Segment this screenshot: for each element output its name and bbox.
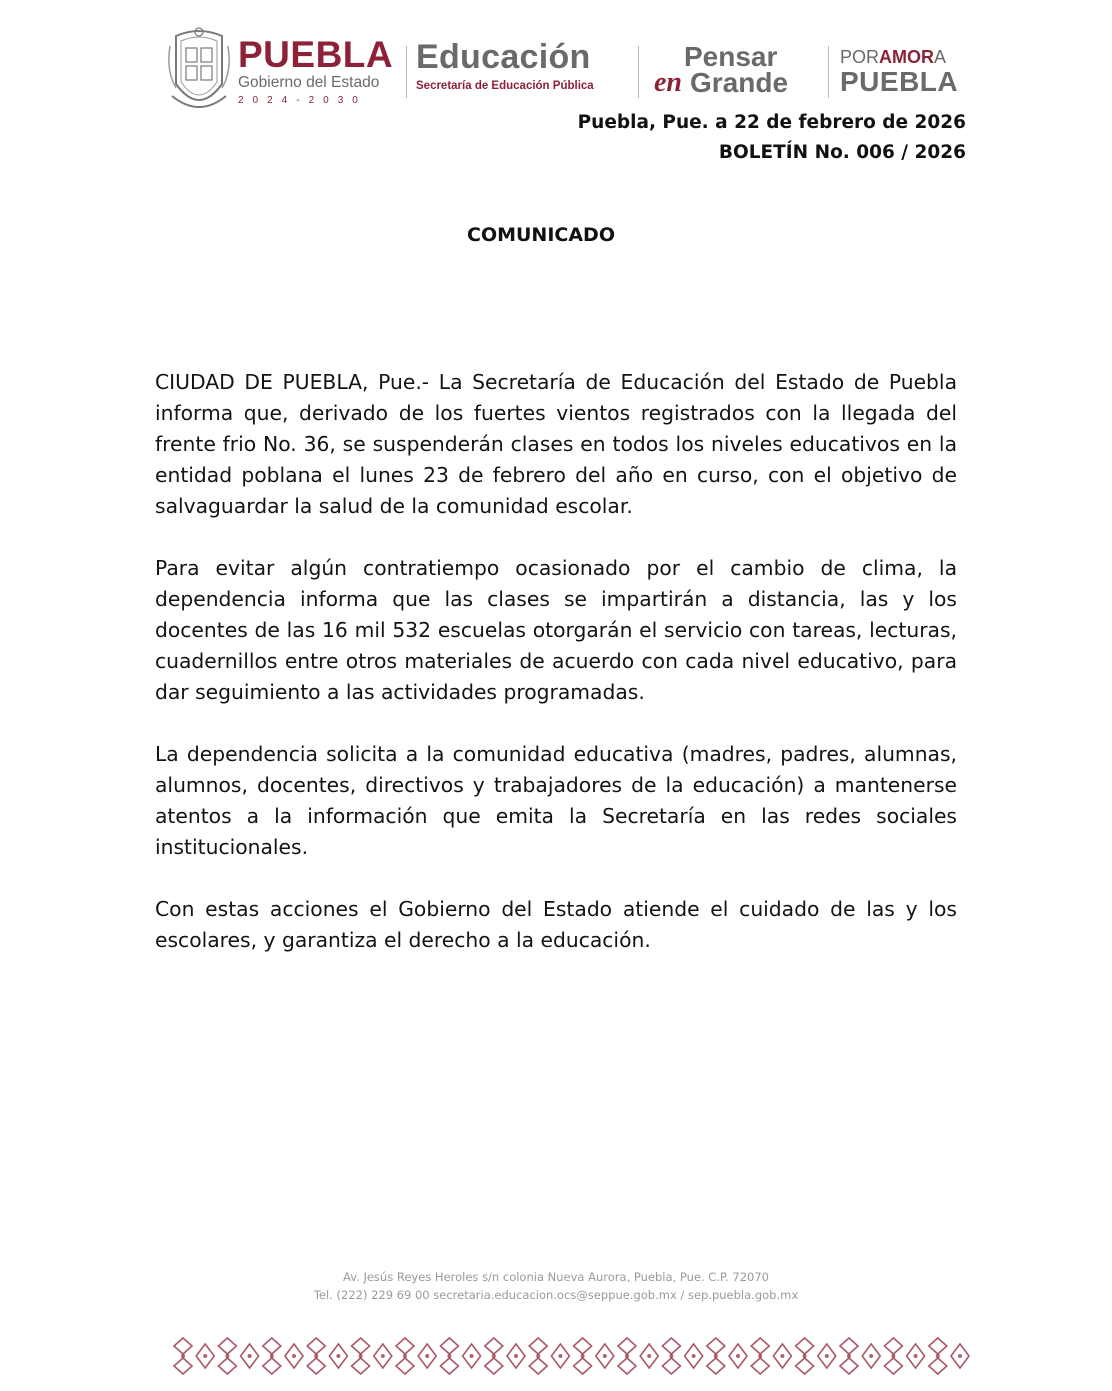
- pattern-motif: [685, 1344, 703, 1368]
- pattern-motif: [352, 1338, 370, 1374]
- amor-logo-puebla: PUEBLA: [840, 66, 959, 97]
- pattern-motif: [862, 1344, 880, 1368]
- pattern-motif: [485, 1338, 503, 1374]
- pattern-motif: [818, 1344, 836, 1368]
- body-paragraph: Con estas acciones el Gobierno del Estado atiende el cuidado de las y los escolares, y garantiza el derecho a la educación.: [155, 897, 957, 952]
- pattern-motif: [796, 1338, 814, 1374]
- pattern-motif: [440, 1338, 458, 1374]
- pensar-logo-en: en: [654, 67, 682, 98]
- pattern-motif: [241, 1344, 259, 1368]
- amor-logo-por: POR: [840, 47, 880, 67]
- pattern-motif: [285, 1344, 303, 1368]
- puebla-logo-years: 2024-2030: [238, 95, 367, 106]
- logo-divider: [828, 46, 829, 98]
- pattern-motif: [773, 1344, 791, 1368]
- body-paragraph: CIUDAD DE PUEBLA, Pue.- La Secretaría de Educación del Estado de Puebla informa que, derivado de los fuertes vientos registrados con la llegada del frente frio No. 36, se suspenderán clases en todos los niveles educativos en la entidad poblana el lunes 23 de febrero del año en curso, con el objetivo de salvaguardar la salud de la comunidad escolar.: [155, 370, 957, 518]
- pattern-motif: [729, 1344, 747, 1368]
- footer-address: Av. Jesús Reyes Heroles s/n colonia Nueva Aurora, Puebla, Pue. C.P. 72070: [343, 1270, 769, 1284]
- pattern-motif: [263, 1338, 281, 1374]
- pattern-motif: [463, 1344, 481, 1368]
- place-date: Puebla, Pue. a 22 de febrero de 2026: [577, 112, 966, 133]
- pattern-motif: [196, 1344, 214, 1368]
- pattern-motif: [662, 1338, 680, 1374]
- pattern-motif: [751, 1338, 769, 1374]
- pattern-motif: [884, 1338, 902, 1374]
- pattern-motif: [507, 1344, 525, 1368]
- document-meta: [578, 108, 966, 168]
- pattern-motif: [951, 1344, 969, 1368]
- por-amor-a-puebla-logo: [840, 46, 980, 96]
- bulletin-number: BOLETÍN No. 006 / 2026: [718, 142, 966, 163]
- amor-logo-top: [840, 46, 980, 68]
- amor-logo-a: A: [934, 47, 947, 67]
- logo-divider: [638, 46, 639, 98]
- body-paragraph: La dependencia solicita a la comunidad educativa (madres, padres, alumnas, alumnos, docentes, directivos y trabajadores de la educación) a mantenerse atentos a la información que emita la Secretaría en las redes sociales institucionales.: [155, 742, 957, 859]
- pensar-logo-bottom: Grande: [690, 67, 789, 98]
- pattern-motif: [396, 1338, 414, 1374]
- pattern-motif: [640, 1344, 658, 1368]
- document-body: [155, 367, 957, 987]
- pattern-motif: [596, 1344, 614, 1368]
- education-logo: [416, 38, 626, 92]
- decorative-pattern-icon: [172, 1336, 972, 1376]
- education-logo-title: Educación: [416, 38, 591, 76]
- document-title: COMUNICADO: [467, 224, 615, 246]
- pattern-motif: [329, 1344, 347, 1368]
- pattern-motif: [929, 1338, 947, 1374]
- footer-contact: [0, 1268, 1112, 1304]
- pattern-motif: [574, 1338, 592, 1374]
- coat-of-arms-icon: [168, 26, 230, 120]
- puebla-logo-subtitle: Gobierno del Estado: [238, 74, 380, 91]
- pattern-motif: [174, 1338, 192, 1374]
- footer-phone-email: Tel. (222) 229 69 00 secretaria.educacion.ocs@seppue.gob.mx / sep.puebla.gob.mx: [313, 1288, 799, 1302]
- puebla-government-logo: [238, 34, 398, 106]
- pattern-motif: [529, 1338, 547, 1374]
- pensar-logo-top: Pensar: [684, 41, 778, 72]
- body-paragraph: Para evitar algún contratiempo ocasionado por el cambio de clima, la dependencia informa que las clases se impartirán a distancia, las y los docentes de las 16 mil 532 escuelas otorgarán el servicio con tareas, lecturas, cuadernillos entre otros materiales de acuerdo con cada nivel educativo, para dar seguimiento a las actividades programadas.: [155, 556, 957, 704]
- pensar-en-grande-logo: [654, 42, 814, 102]
- pattern-motif: [840, 1338, 858, 1374]
- logo-divider: [406, 46, 407, 98]
- pattern-motif: [551, 1344, 569, 1368]
- pattern-motif: [218, 1338, 236, 1374]
- pattern-motif: [418, 1344, 436, 1368]
- pattern-motif: [307, 1338, 325, 1374]
- pattern-motif: [374, 1344, 392, 1368]
- amor-logo-amor: AMOR: [879, 47, 935, 67]
- education-logo-subtitle: Secretaría de Educación Pública: [416, 80, 594, 92]
- puebla-logo-title: PUEBLA: [238, 34, 394, 75]
- pattern-motif: [907, 1344, 925, 1368]
- pattern-motif: [618, 1338, 636, 1374]
- pattern-motif: [707, 1338, 725, 1374]
